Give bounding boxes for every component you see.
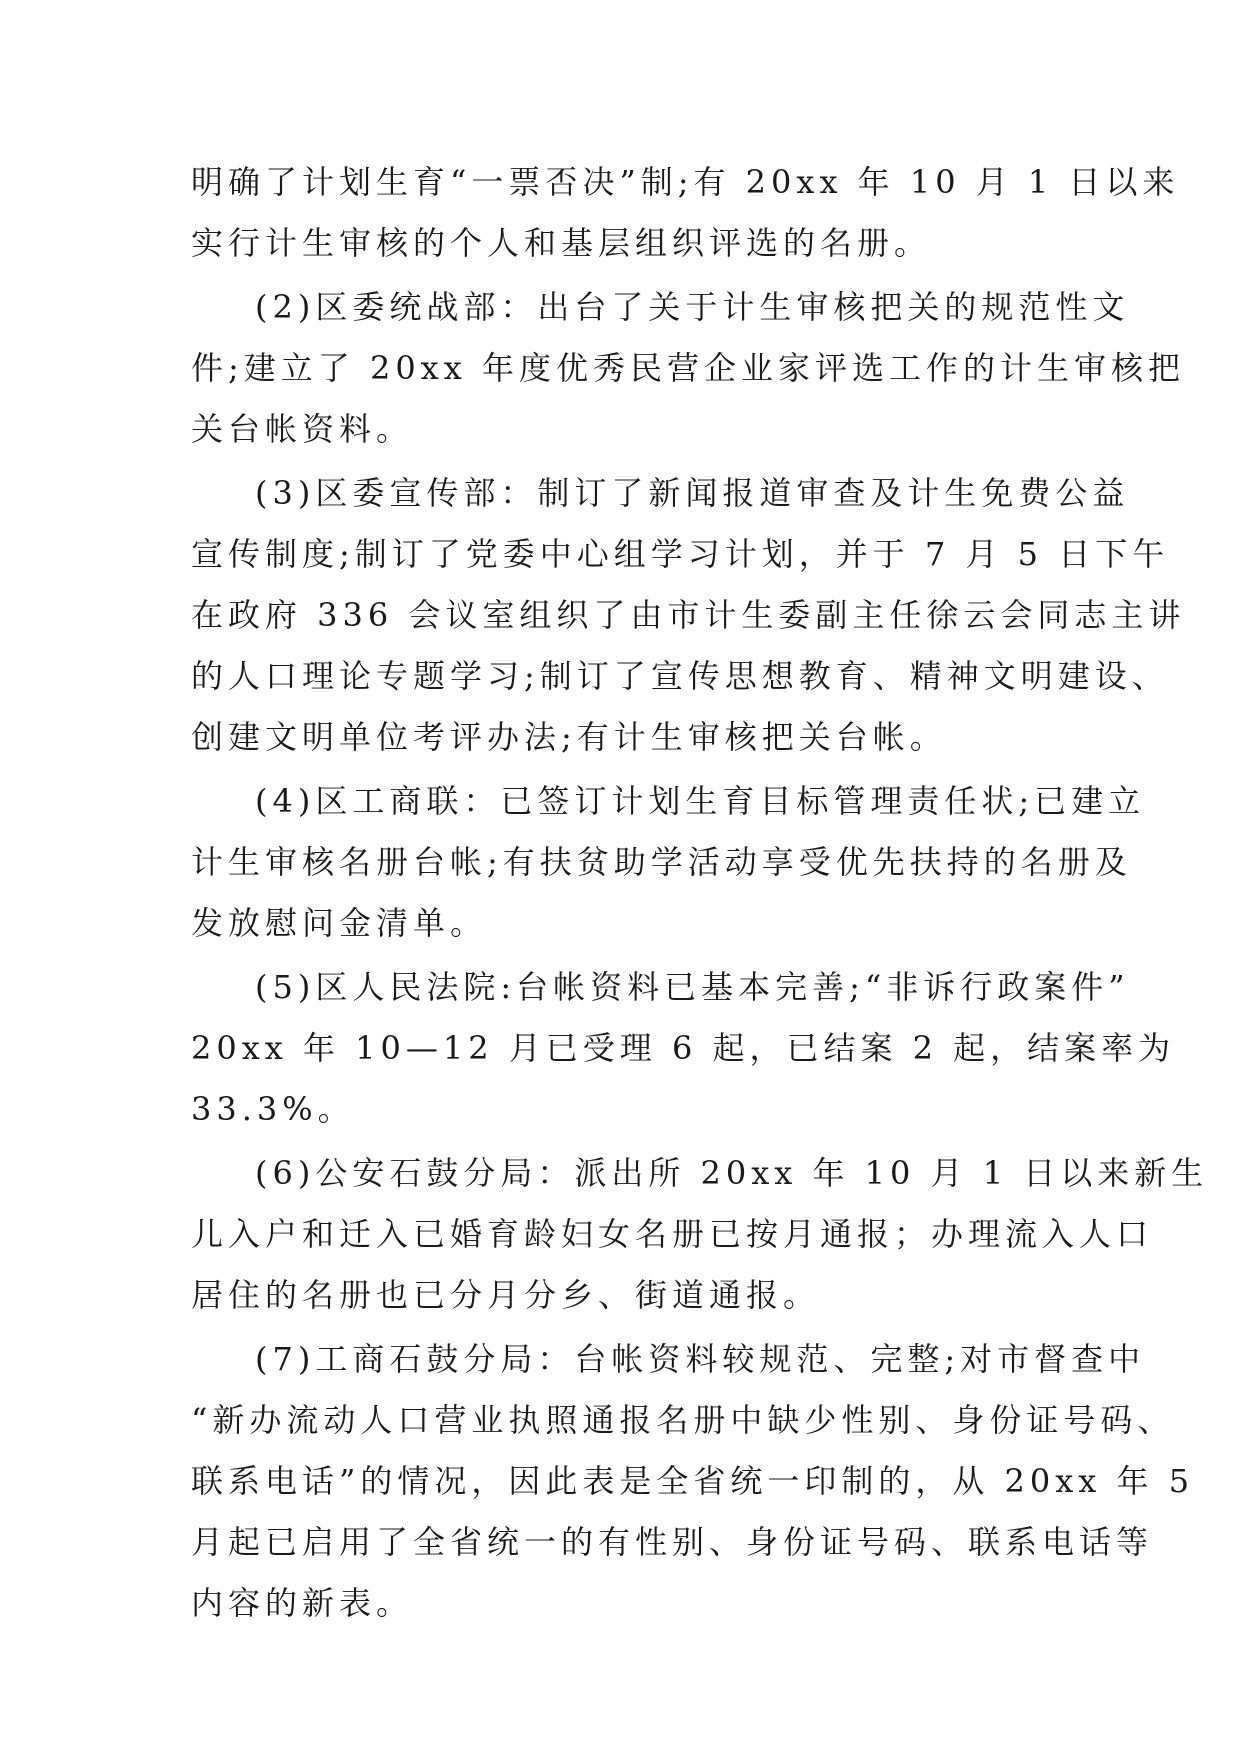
text-line: “新办流动人口营业执照通报名册中缺少性别、身份证号码、 <box>191 1401 1175 1439</box>
text-line: 关台帐资料。 <box>191 410 414 448</box>
text-line: 居住的名册也已分月分乡、街道通报。 <box>191 1276 821 1314</box>
text-line: 内容的新表。 <box>191 1584 414 1622</box>
text-line: 发放慰问金清单。 <box>191 904 488 942</box>
text-line: 创建文明单位考评办法;有计生审核把关台帐。 <box>191 718 947 756</box>
paragraph-6 <box>191 1143 1209 1326</box>
text-line: 宣传制度;制订了党委中心组学习计划，并于 7 月 5 日下午 <box>191 535 1170 573</box>
text-line: 儿入户和迁入已婚育龄妇女名册已按月通报；办理流入人口 <box>191 1215 1154 1253</box>
text-line: 在政府 336 会议室组织了由市计生委副主任徐云会同志主讲 <box>191 596 1186 634</box>
text-line: 计生审核名册台帐;有扶贫助学活动享受优先扶持的名册及 <box>191 843 1132 881</box>
text-line: 件;建立了 20xx 年度优秀民营企业家评选工作的计生审核把 <box>191 349 1185 387</box>
text-line: 33.3%。 <box>191 1090 355 1128</box>
text-line: 联系电话”的情况，因此表是全省统一印制的，从 20xx 年 5 <box>191 1462 1195 1500</box>
text-line: 实行计生审核的个人和基层组织评选的名册。 <box>191 224 932 262</box>
paragraph-2 <box>191 277 1185 460</box>
paragraph-5 <box>191 957 1176 1140</box>
text-line: (4)区工商联：已签订计划生育目标管理责任状;已建立 <box>255 782 1146 820</box>
text-line: 20xx 年 10—12 月已受理 6 起，已结案 2 起，结案率为 <box>191 1029 1176 1067</box>
text-line: (2)区委统战部：出台了关于计生审核把关的规范性文 <box>255 288 1130 326</box>
text-line: (3)区委宣传部：制订了新闻报道审查及计生免费公益 <box>255 474 1130 512</box>
text-line: 明确了计划生育“一票否决”制;有 20xx 年 10 月 1 日以来 <box>191 163 1180 201</box>
text-line: (6)公安石鼓分局：派出所 20xx 年 10 月 1 日以来新生 <box>255 1154 1209 1192</box>
paragraph-4 <box>191 771 1146 954</box>
text-line: (7)工商石鼓分局：台帐资料较规范、完整;对市督查中 <box>255 1340 1146 1378</box>
paragraph-7 <box>191 1329 1195 1634</box>
paragraph-3 <box>191 463 1186 768</box>
text-line: (5)区人民法院:台帐资料已基本完善;“非诉行政案件” <box>255 968 1130 1006</box>
text-line: 的人口理论专题学习;制订了宣传思想教育、精神文明建设、 <box>191 657 1169 695</box>
text-line: 月起已启用了全省统一的有性别、身份证号码、联系电话等 <box>191 1523 1154 1561</box>
document-page <box>191 152 1209 1634</box>
paragraph-1 <box>191 152 1180 274</box>
